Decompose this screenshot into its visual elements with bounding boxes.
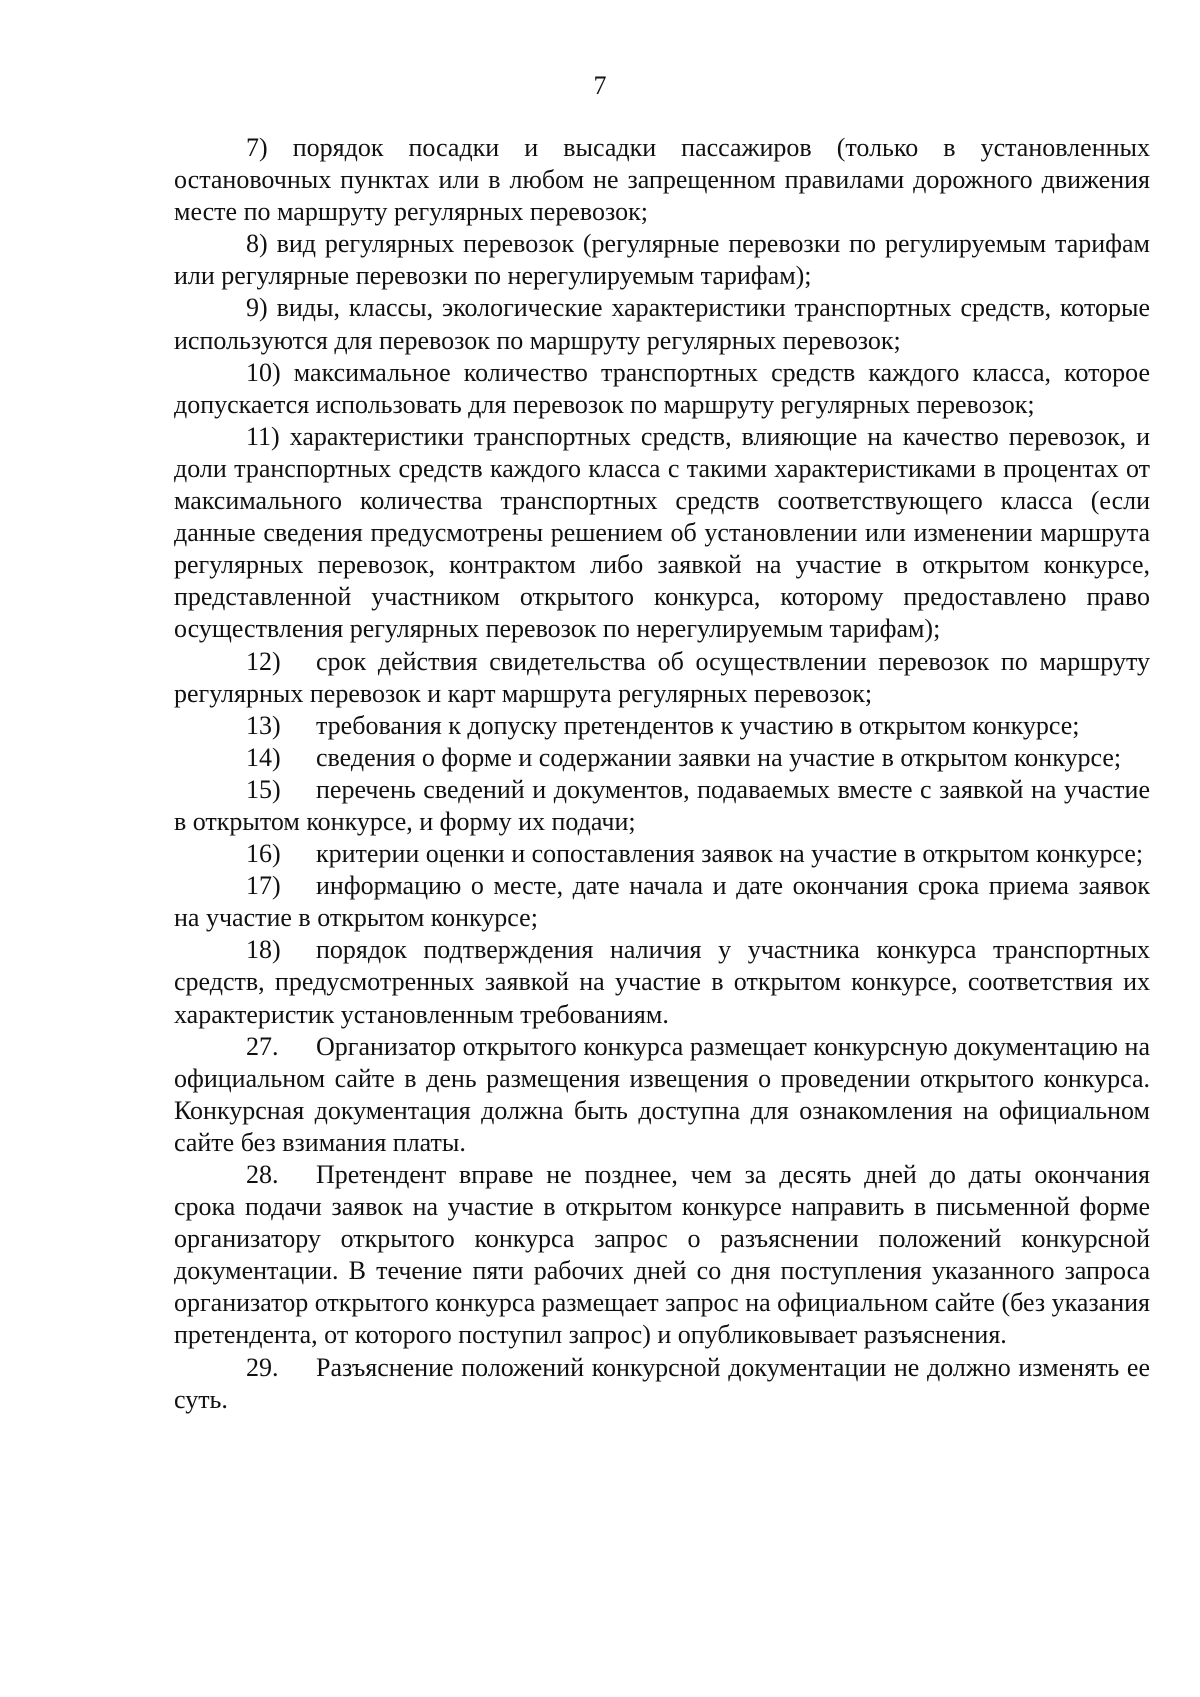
item-text: информацию о месте, дате начала и дате окончания срока приема заявок на участие в открытом конкурсе; — [174, 871, 1150, 933]
item-text: Организатор открытого конкурса размещает конкурсную документацию на официальном сайте в день размещения извещения о проведении открытого конкурса. Конкурсная документация должна быть доступна для ознакомления на официальном сайте без взимания платы. — [174, 1031, 1150, 1157]
item-number: 14) — [246, 742, 281, 772]
item-text: перечень сведений и документов, подаваемых вместе с заявкой на участие в открытом конкурсе, и форму их подачи; — [174, 774, 1150, 836]
list-item-15 — [174, 774, 1150, 838]
item-number: 13) — [246, 710, 281, 740]
page-number: 7 — [593, 71, 607, 100]
list-item-14 — [174, 742, 1150, 774]
item-number: 29. — [246, 1352, 279, 1382]
item-text: характеристики транспортных средств, влияющие на качество перевозок, и доли транспортных средств каждого класса с такими характеристиками в процентах от максимального количества транспортных средств соответствующего класса (если данные сведения предусмотрены решением об установлении или изменении маршрута регулярных перевозок, контрактом либо заявкой на участие в открытом конкурсе, представленной участником открытого конкурса, которому предоставлено право осуществления регулярных перевозок по нерегулируемым тарифам); — [174, 421, 1151, 644]
item-number: 8) — [246, 229, 268, 259]
item-number: 16) — [246, 839, 281, 869]
item-number: 17) — [246, 871, 281, 901]
item-number: 10) — [246, 357, 281, 387]
item-text: требования к допуску претендентов к участию в открытом конкурсе; — [316, 710, 1080, 740]
list-item-17 — [174, 870, 1150, 934]
clause-27 — [174, 1031, 1150, 1159]
clause-28 — [174, 1159, 1150, 1352]
clause-29 — [174, 1352, 1150, 1416]
document-body — [174, 132, 1150, 1416]
item-number: 28. — [246, 1160, 279, 1189]
item-number: 27. — [246, 1031, 279, 1061]
item-text: максимальное количество транспортных средств каждого класса, которое допускается использовать для перевозок по маршруту регулярных перевозок; — [174, 357, 1150, 419]
item-text: порядок подтверждения наличия у участника конкурса транспортных средств, предусмотренных заявкой на участие в открытом конкурсе, соответствия их характеристик установленным требованиям. — [174, 935, 1150, 1029]
item-number: 12) — [246, 646, 281, 676]
list-item-7 — [174, 132, 1150, 228]
list-item-13 — [174, 710, 1150, 742]
list-item-16 — [174, 838, 1150, 870]
item-number: 11) — [246, 421, 280, 451]
item-number: 15) — [246, 774, 281, 804]
item-number: 9) — [246, 293, 268, 323]
list-item-8 — [174, 228, 1150, 292]
item-text: вид регулярных перевозок (регулярные перевозки по регулируемым тарифам или регулярные перевозки по нерегулируемым тарифам); — [174, 229, 1150, 291]
list-item-9 — [174, 292, 1150, 356]
list-item-12 — [174, 646, 1150, 710]
list-item-18 — [174, 934, 1150, 1030]
item-text: критерии оценки и сопоставления заявок на участие в открытом конкурсе; — [316, 839, 1144, 869]
item-text: срок действия свидетельства об осуществлении перевозок по маршруту регулярных перевозок и карт маршрута регулярных перевозок; — [174, 646, 1150, 708]
item-text: Разъяснение положений конкурсной документации не должно изменять ее суть. — [174, 1352, 1150, 1414]
item-number: 18) — [246, 935, 281, 965]
item-text: виды, классы, экологические характеристики транспортных средств, которые используются для перевозок по маршруту регулярных перевозок; — [174, 293, 1150, 355]
list-item-11 — [174, 421, 1150, 646]
item-number: 7) — [246, 133, 268, 162]
item-text: порядок посадки и высадки пассажиров (только в установленных остановочных пунктах или в любом не запрещенном правилами дорожного движения месте по маршруту регулярных перевозок; — [174, 133, 1150, 227]
item-text: сведения о форме и содержании заявки на участие в открытом конкурсе; — [316, 742, 1122, 772]
list-item-10 — [174, 357, 1150, 421]
item-text: Претендент вправе не позднее, чем за десять дней до даты окончания срока подачи заявок на участие в открытом конкурсе направить в письменной форме организатору открытого конкурса запрос о разъяснении положений конкурсной документации. В течение пяти рабочих дней со дня поступления указанного запроса организатор открытого конкурса размещает запрос на официальном сайте (без указания претендента, от которого поступил запрос) и опубликовывает разъяснения. — [174, 1160, 1150, 1350]
